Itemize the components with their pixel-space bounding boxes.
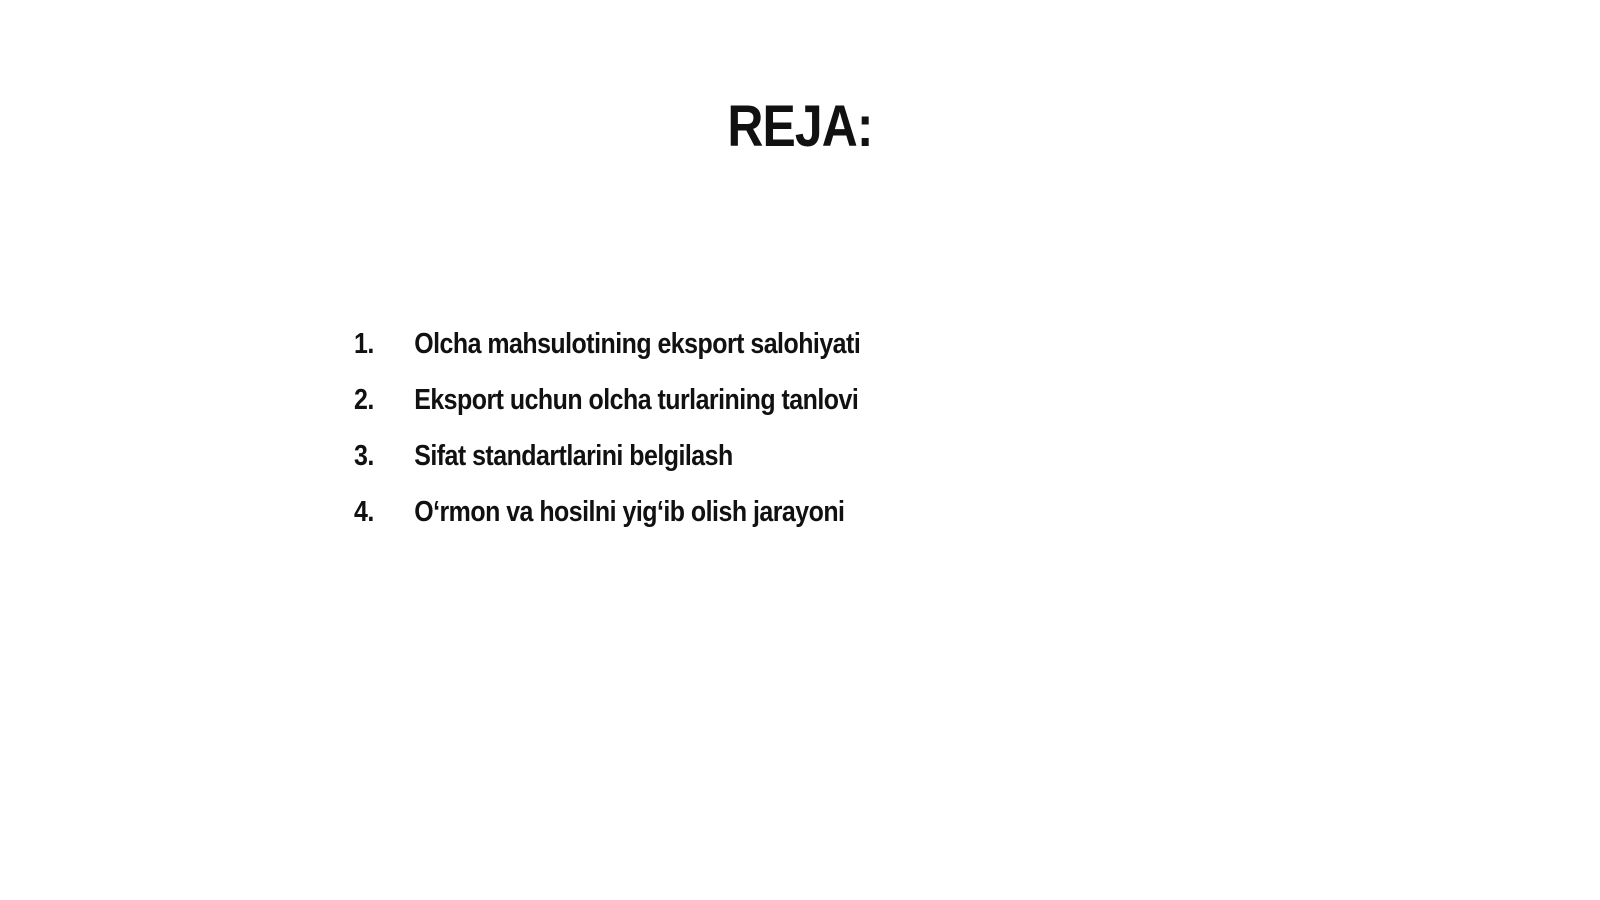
list-item bbox=[354, 496, 860, 552]
slide-title: REJA: bbox=[727, 94, 873, 159]
plan-list bbox=[354, 328, 943, 552]
item-text: O‘rmon va hosilni yig‘ib olish jarayoni bbox=[414, 496, 845, 528]
list-item bbox=[354, 328, 860, 384]
item-number: 2. bbox=[354, 384, 374, 416]
item-number: 1. bbox=[354, 328, 374, 360]
list-item bbox=[354, 440, 860, 496]
item-text: Sifat standartlarini belgilash bbox=[414, 440, 733, 472]
item-text: Olcha mahsulotining eksport salohiyati bbox=[414, 328, 861, 360]
list-item bbox=[354, 384, 860, 440]
item-number: 4. bbox=[354, 496, 374, 528]
item-number: 3. bbox=[354, 440, 374, 472]
item-text: Eksport uchun olcha turlarining tanlovi bbox=[414, 384, 859, 416]
